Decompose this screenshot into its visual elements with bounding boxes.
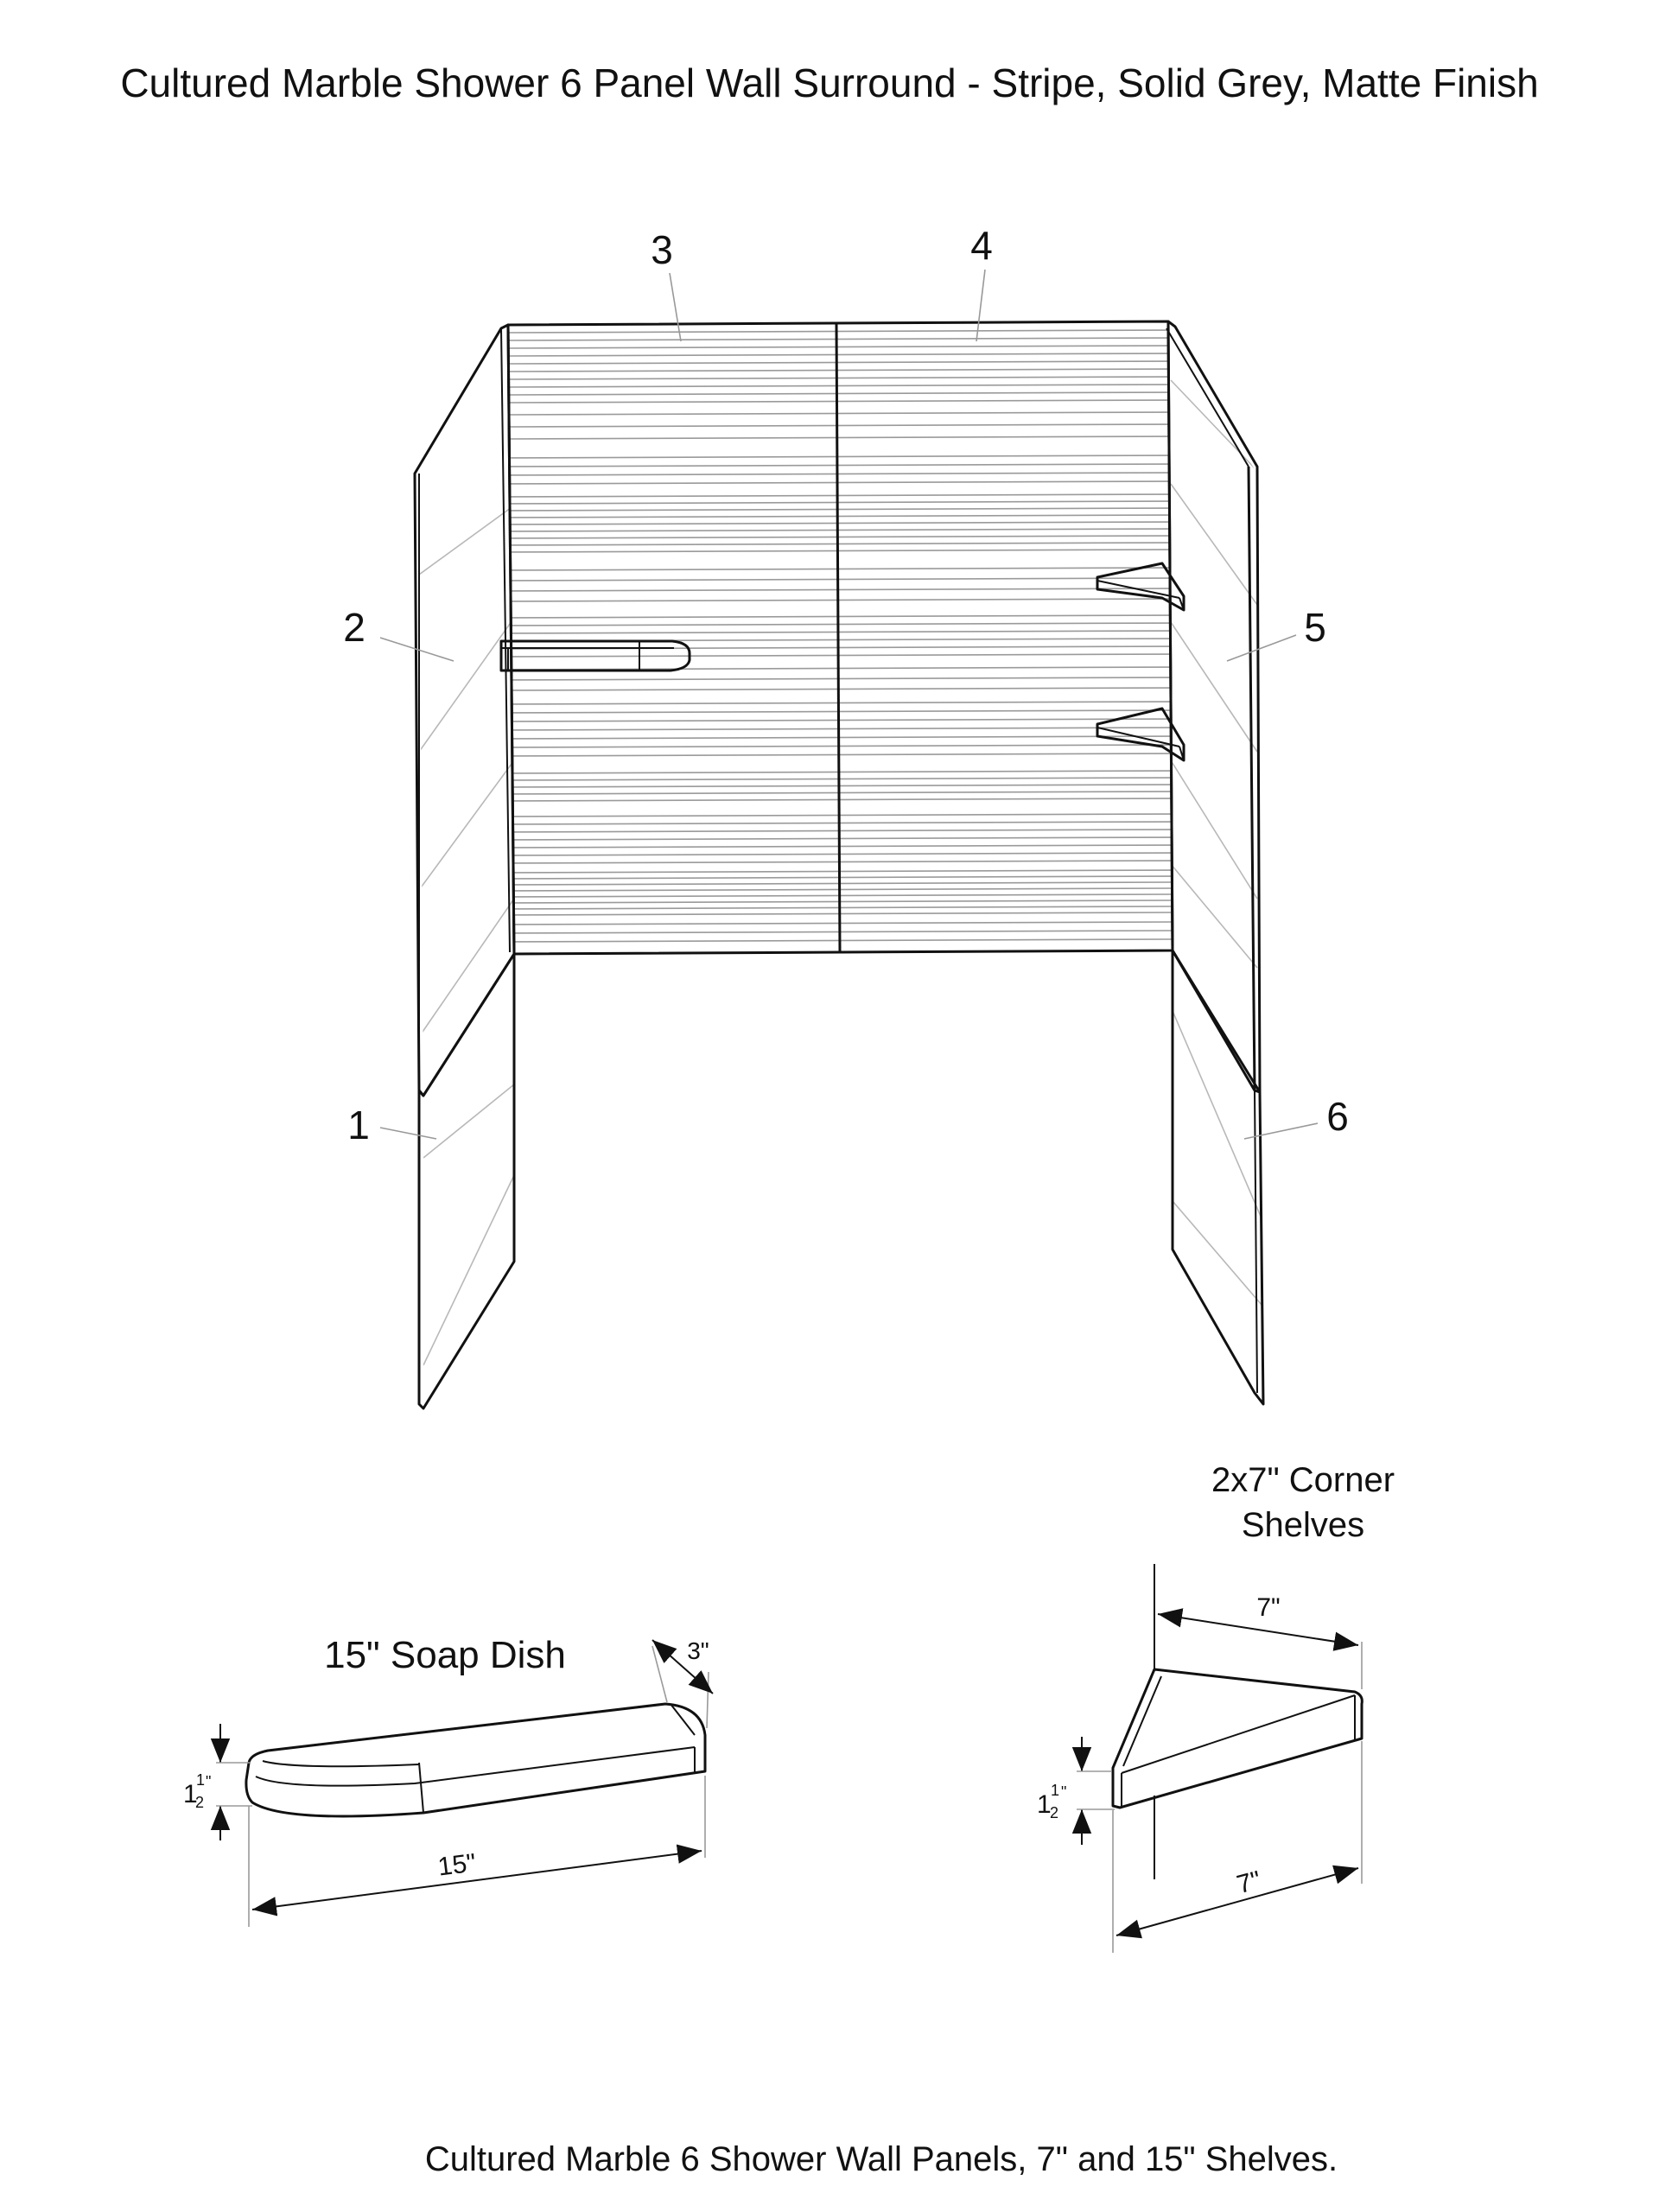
soap-dish-thickness-den: 2 [195,1794,205,1811]
stripe-line [505,464,1175,467]
panel-2-outline [415,325,514,1096]
stripe-line [505,369,1175,372]
panel-5-texture [1171,380,1257,968]
stripe-line [505,623,1175,626]
corner-shelf-thickness-den: 2 [1050,1804,1059,1821]
soap-dish-thickness-whole: 1 [183,1780,198,1808]
diagram-caption: Cultured Marble 6 Shower Wall Panels, 7" and 15" Shelves. [424,2140,1338,2178]
stripe-line [505,543,1175,545]
panel-label-1 [347,1103,436,1147]
soap-dish-depth: 3" [687,1637,709,1664]
panel-6-texture [1173,1011,1262,1305]
corner-shelf-thickness-whole: 1 [1037,1790,1052,1819]
svg-text:4: 4 [970,223,993,268]
soap-dish-detail [183,1634,713,1927]
corner-shelf-top-width: 7" [1256,1593,1281,1622]
stripe-line [505,529,1175,531]
corner-shelf-detail [1037,1461,1395,1953]
stripe-line [505,338,1175,340]
stripe-line [505,481,1175,484]
corner-shelf-title-line2: Shelves [1241,1506,1365,1544]
stripe-line [505,688,1175,690]
stripe-line [505,508,1175,511]
stripe-line [505,494,1175,497]
stripe-line [505,588,1175,591]
stripe-line [505,578,1175,581]
diagram-title: Cultured Marble Shower 6 Panel Wall Surround - Stripe, Solid Grey, Matte Finish [120,60,1539,105]
stripe-line [505,568,1175,570]
stripe-line [505,599,1175,601]
panel-label-2 [343,605,454,661]
stripe-line [505,753,1175,756]
stripe-line [505,771,1175,773]
panel-2-texture [419,505,514,1037]
stripe-line [505,710,1175,713]
soap-dish-length: 15" [435,1848,478,1882]
stripe-line [505,346,1175,348]
stripe-line [505,719,1175,721]
stripe-line [505,631,1175,633]
stripe-line [505,400,1175,403]
stripe-line [505,654,1175,657]
panel-label-5 [1227,605,1326,661]
stripe-line [505,392,1175,395]
stripe-line [505,515,1175,518]
soap-dish-thickness-num: 1 [196,1771,206,1789]
stripe-line [505,385,1175,387]
stripe-line [505,424,1175,427]
stripe-line [505,361,1175,364]
soap-dish-title: 15" Soap Dish [324,1634,566,1676]
panel-6-outline [1173,950,1263,1404]
svg-text:2: 2 [343,605,365,650]
panel-5-outline [1168,321,1260,1092]
panel-1-outline [419,954,514,1408]
stripe-line [505,778,1175,780]
stripe-line [505,330,1175,333]
stripe-line [505,501,1175,504]
stripe-line [505,436,1175,439]
stripe-line [505,791,1175,794]
corner-shelf-thickness-unit: " [1061,1783,1067,1801]
stripe-line [505,736,1175,739]
svg-text:1: 1 [347,1103,370,1147]
soap-dish-thickness-unit: " [206,1773,212,1790]
stripe-line [505,473,1175,475]
stripe-line [505,455,1175,458]
stripe-line [505,745,1175,747]
svg-text:3: 3 [651,227,673,272]
stripe-line [505,677,1175,680]
svg-text:6: 6 [1326,1094,1349,1139]
stripe-line [505,728,1175,730]
stripe-line [505,550,1175,552]
corner-shelf-title-line1: 2x7" Corner [1211,1461,1395,1499]
corner-shelf-bottom-width: 7" [1234,1866,1265,1900]
stripe-line [505,412,1175,415]
stripe-line [505,536,1175,538]
stripe-line [505,785,1175,787]
corner-shelf-thickness-num: 1 [1051,1782,1060,1799]
panel-3-4-seam [836,323,840,952]
stripe-line [505,702,1175,704]
stripe-line [505,377,1175,379]
stripe-line [505,353,1175,356]
stripe-line [505,615,1175,618]
stripe-line [505,522,1175,524]
svg-text:5: 5 [1304,605,1326,650]
panel-1-texture [423,1084,514,1365]
